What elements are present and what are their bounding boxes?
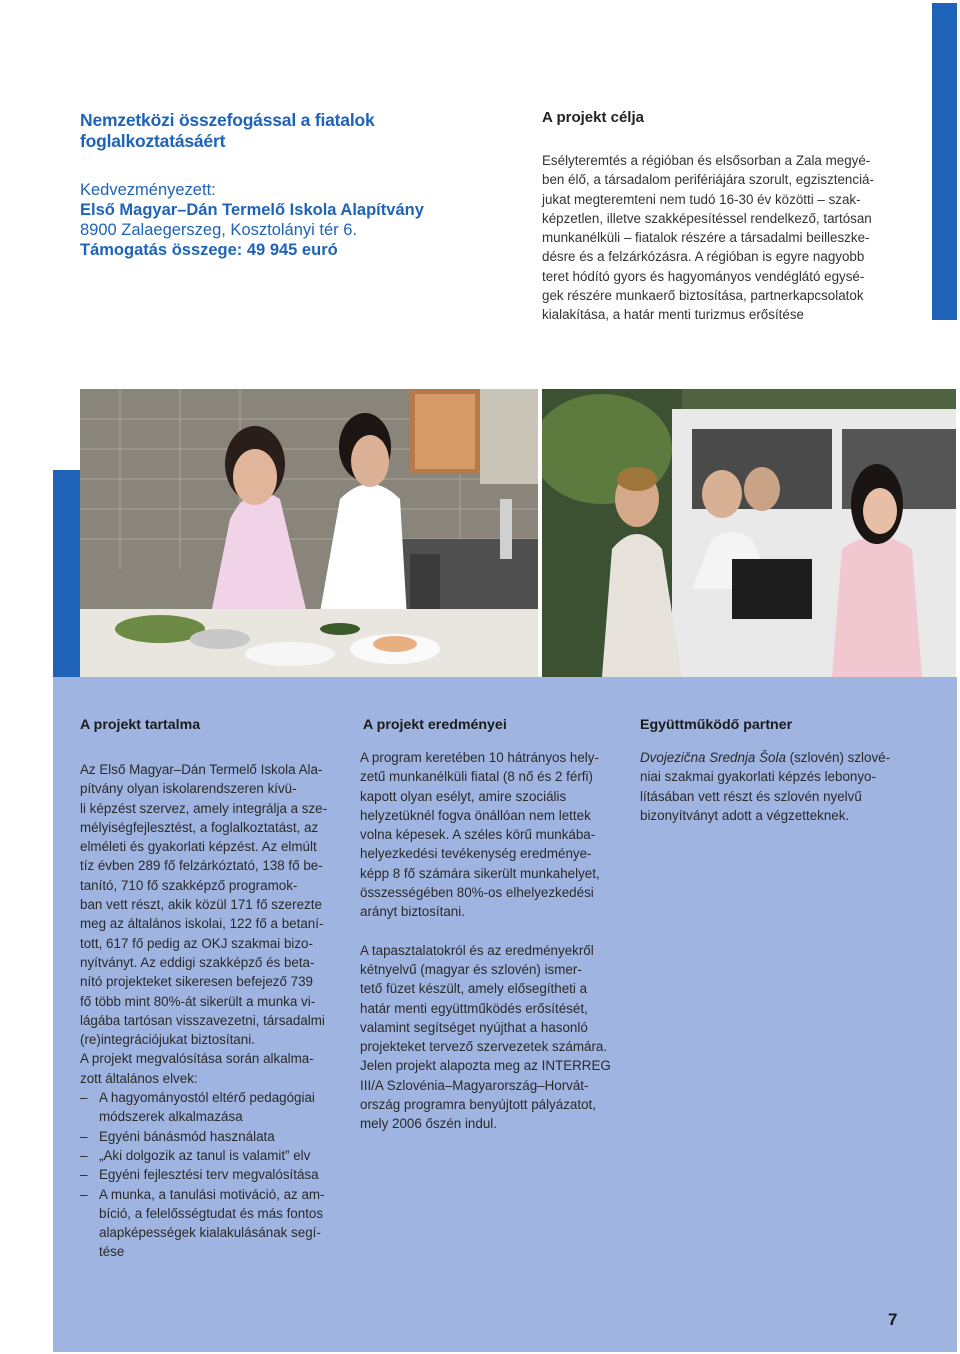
principle-text: Egyéni fejlesztési terv megvalósítása [99,1167,319,1183]
principle-text: A hagyományostól eltérő pedagógiai [99,1090,315,1106]
content-line: A projekt megvalósítása során alkalma- [80,1051,314,1067]
results-line: mely 2006 őszén indul. [360,1116,497,1132]
beneficiary-block [80,180,460,260]
results-line: összességében 80%-os elhelyezkedési [360,885,594,901]
partner-line-rest: (szlovén) szlové- [785,750,891,765]
content-line: ban vett részt, akik közül 171 fő szerezte [80,897,322,913]
content-line: elméleti és gyakorlati képzést. Az elmúlt [80,839,317,855]
goal-line: gek részére munkaerő biztosítása, partnerkapcsolatok [542,288,864,304]
content-line: pítvány olyan iskolarendszeren kívü- [80,781,297,797]
results-line: kétnyelvű (magyar és szlovén) ismer- [360,961,582,977]
results-line: A program keretében 10 hátrányos hely- [360,750,599,765]
principle-text: bíció, a felelősségtudat és más fontos [99,1205,324,1221]
dash-bullet: – [80,1147,88,1163]
accent-bar-right [932,3,957,320]
principle-text: A munka, a tanulási motiváció, az am- [99,1186,325,1202]
goal-line: munkanélküli – fiatalok részére a társadalmi beilleszke- [542,230,870,246]
partner-heading: Együttműködő partner [640,717,793,733]
dash-bullet: – [80,1167,88,1183]
paragraph-spacer [360,922,622,941]
principle-text: „Aki dolgozik az tanul is valamit” elv [99,1147,311,1163]
results-line: helyezkedési tevékenység eredménye- [360,846,592,862]
results-line: ország programra benyújtott pályázatot, [360,1097,596,1113]
dash-bullet: – [80,1128,88,1144]
principle-item [80,1185,342,1204]
content-line: nyítványt. Az eddigi szakképző és beta- [80,954,315,970]
principle-text: módszerek alkalmazása [99,1109,243,1125]
partner-line: bizonyítványt adott a végzetteknek. [640,807,850,823]
content-line: (re)integrációjukat biztosítani. [80,1032,255,1048]
principle-text: alapképességek kialakulásának segí- [99,1225,321,1241]
principle-item [80,1146,342,1165]
goal-heading: A projekt célja [542,109,644,126]
content-line: tíz évben 289 fő felzárkóztató, 138 fő be- [80,858,323,874]
results-line: határ menti együttműködés erősítését, [360,1000,588,1016]
content-line: tott, 617 fő pedig az OKJ szakmai bizo- [80,935,313,951]
van-group-photo [542,389,956,677]
goal-line: teret hódító gyors és hagyományos vendéglátó egysé- [542,268,865,284]
page-title: Nemzetközi összefogással a fiatalok foglalkoztatásáért [80,110,375,151]
beneficiary-address: 8900 Zalaegerszeg, Kosztolányi tér 6. [80,221,357,239]
content-line: tanító, 710 fő szakképző programok- [80,877,298,893]
goal-line: kialakítása, a határ menti turizmus erősítése [542,307,804,323]
kitchen-photo [80,389,538,677]
results-line: Jelen projekt alapozta meg az INTERREG [360,1058,611,1074]
partner-text [640,748,902,825]
content-line: li képzést szervez, amely integrálja a sze- [80,800,328,816]
content-heading: A projekt tartalma [80,717,201,733]
results-heading: A projekt eredményei [363,717,507,733]
results-line: valamint segítséget nyújthat a hasonló [360,1019,588,1035]
results-line: helyzetüknél fogva önállóan nem lettek [360,807,591,823]
results-line: volna képesek. A széles körű munkába- [360,827,596,843]
beneficiary-name: Első Magyar–Dán Termelő Iskola Alapítvány [80,201,424,219]
page-number: 7 [888,1310,898,1329]
content-line: fő több mint 80%-át sikerült a munka vi- [80,993,316,1009]
content-line: mélyiségfejlesztést, a foglalkoztatást, az [80,819,319,835]
results-line: III/A Szlovénia–Magyarország–Horvát- [360,1077,589,1093]
partner-school-name: Dvojezična Srednja Šola [640,750,786,765]
partner-line: lításában vett részt és szlovén nyelvű [640,788,862,804]
goal-line: désre és a felzárkózásra. A régióban is egyre nagyobb [542,249,865,265]
goal-line: jukat megteremteni nem tudó 16-30 év közötti – szak- [542,191,861,207]
dash-bullet: – [80,1186,88,1202]
principle-item [80,1165,342,1184]
content-line: meg az általános iskolai, 122 fő a betaní- [80,916,324,932]
results-line: képp 8 fő számára sikerült munkahelyet, [360,865,600,881]
results-line: projekteket tervező szervezetek számára. [360,1039,608,1055]
goal-line: Esélyteremtés a régióban és elsősorban a Zala megyé- [542,153,871,168]
results-line: tető füzet készült, amely elősegítheti a [360,981,588,997]
results-line: A tapasztalatokról és az eredményekről [360,942,594,958]
content-line: Az Első Magyar–Dán Termelő Iskola Ala- [80,762,323,777]
partner-line [640,748,902,767]
results-line: kapott olyan esélyt, amire szociális [360,788,567,804]
beneficiary-label: Kedvezményezett: [80,181,216,199]
results-text [360,748,622,1134]
dash-bullet: – [80,1090,88,1106]
goal-line: ben élő, a társadalom perifériájára szorult, egzisztenciá- [542,172,874,188]
goal-line: képzetlen, illetve szakképesítéssel rendelkező, tartósan [542,210,872,226]
support-amount: Támogatás összege: 49 945 euró [80,241,338,259]
results-line: arányt biztosítani. [360,904,465,920]
principle-item [80,1127,342,1146]
goal-text [542,151,904,325]
principle-text: Egyéni bánásmód használata [99,1128,275,1144]
accent-strip-left [53,470,80,677]
content-line: nító projekteket sikeresen befejező 739 [80,974,313,990]
results-line: zetű munkanélküli fiatal (8 nő és 2 férfi) [360,769,593,785]
content-line: lágába tartósan visszavezetni, társadalmi [80,1012,325,1028]
content-text [80,760,342,1262]
principle-text: tése [99,1244,125,1260]
content-line: zott általános elvek: [80,1070,198,1086]
principle-item [80,1088,342,1107]
partner-line: niai szakmai gyakorlati képzés lebonyo- [640,769,876,785]
